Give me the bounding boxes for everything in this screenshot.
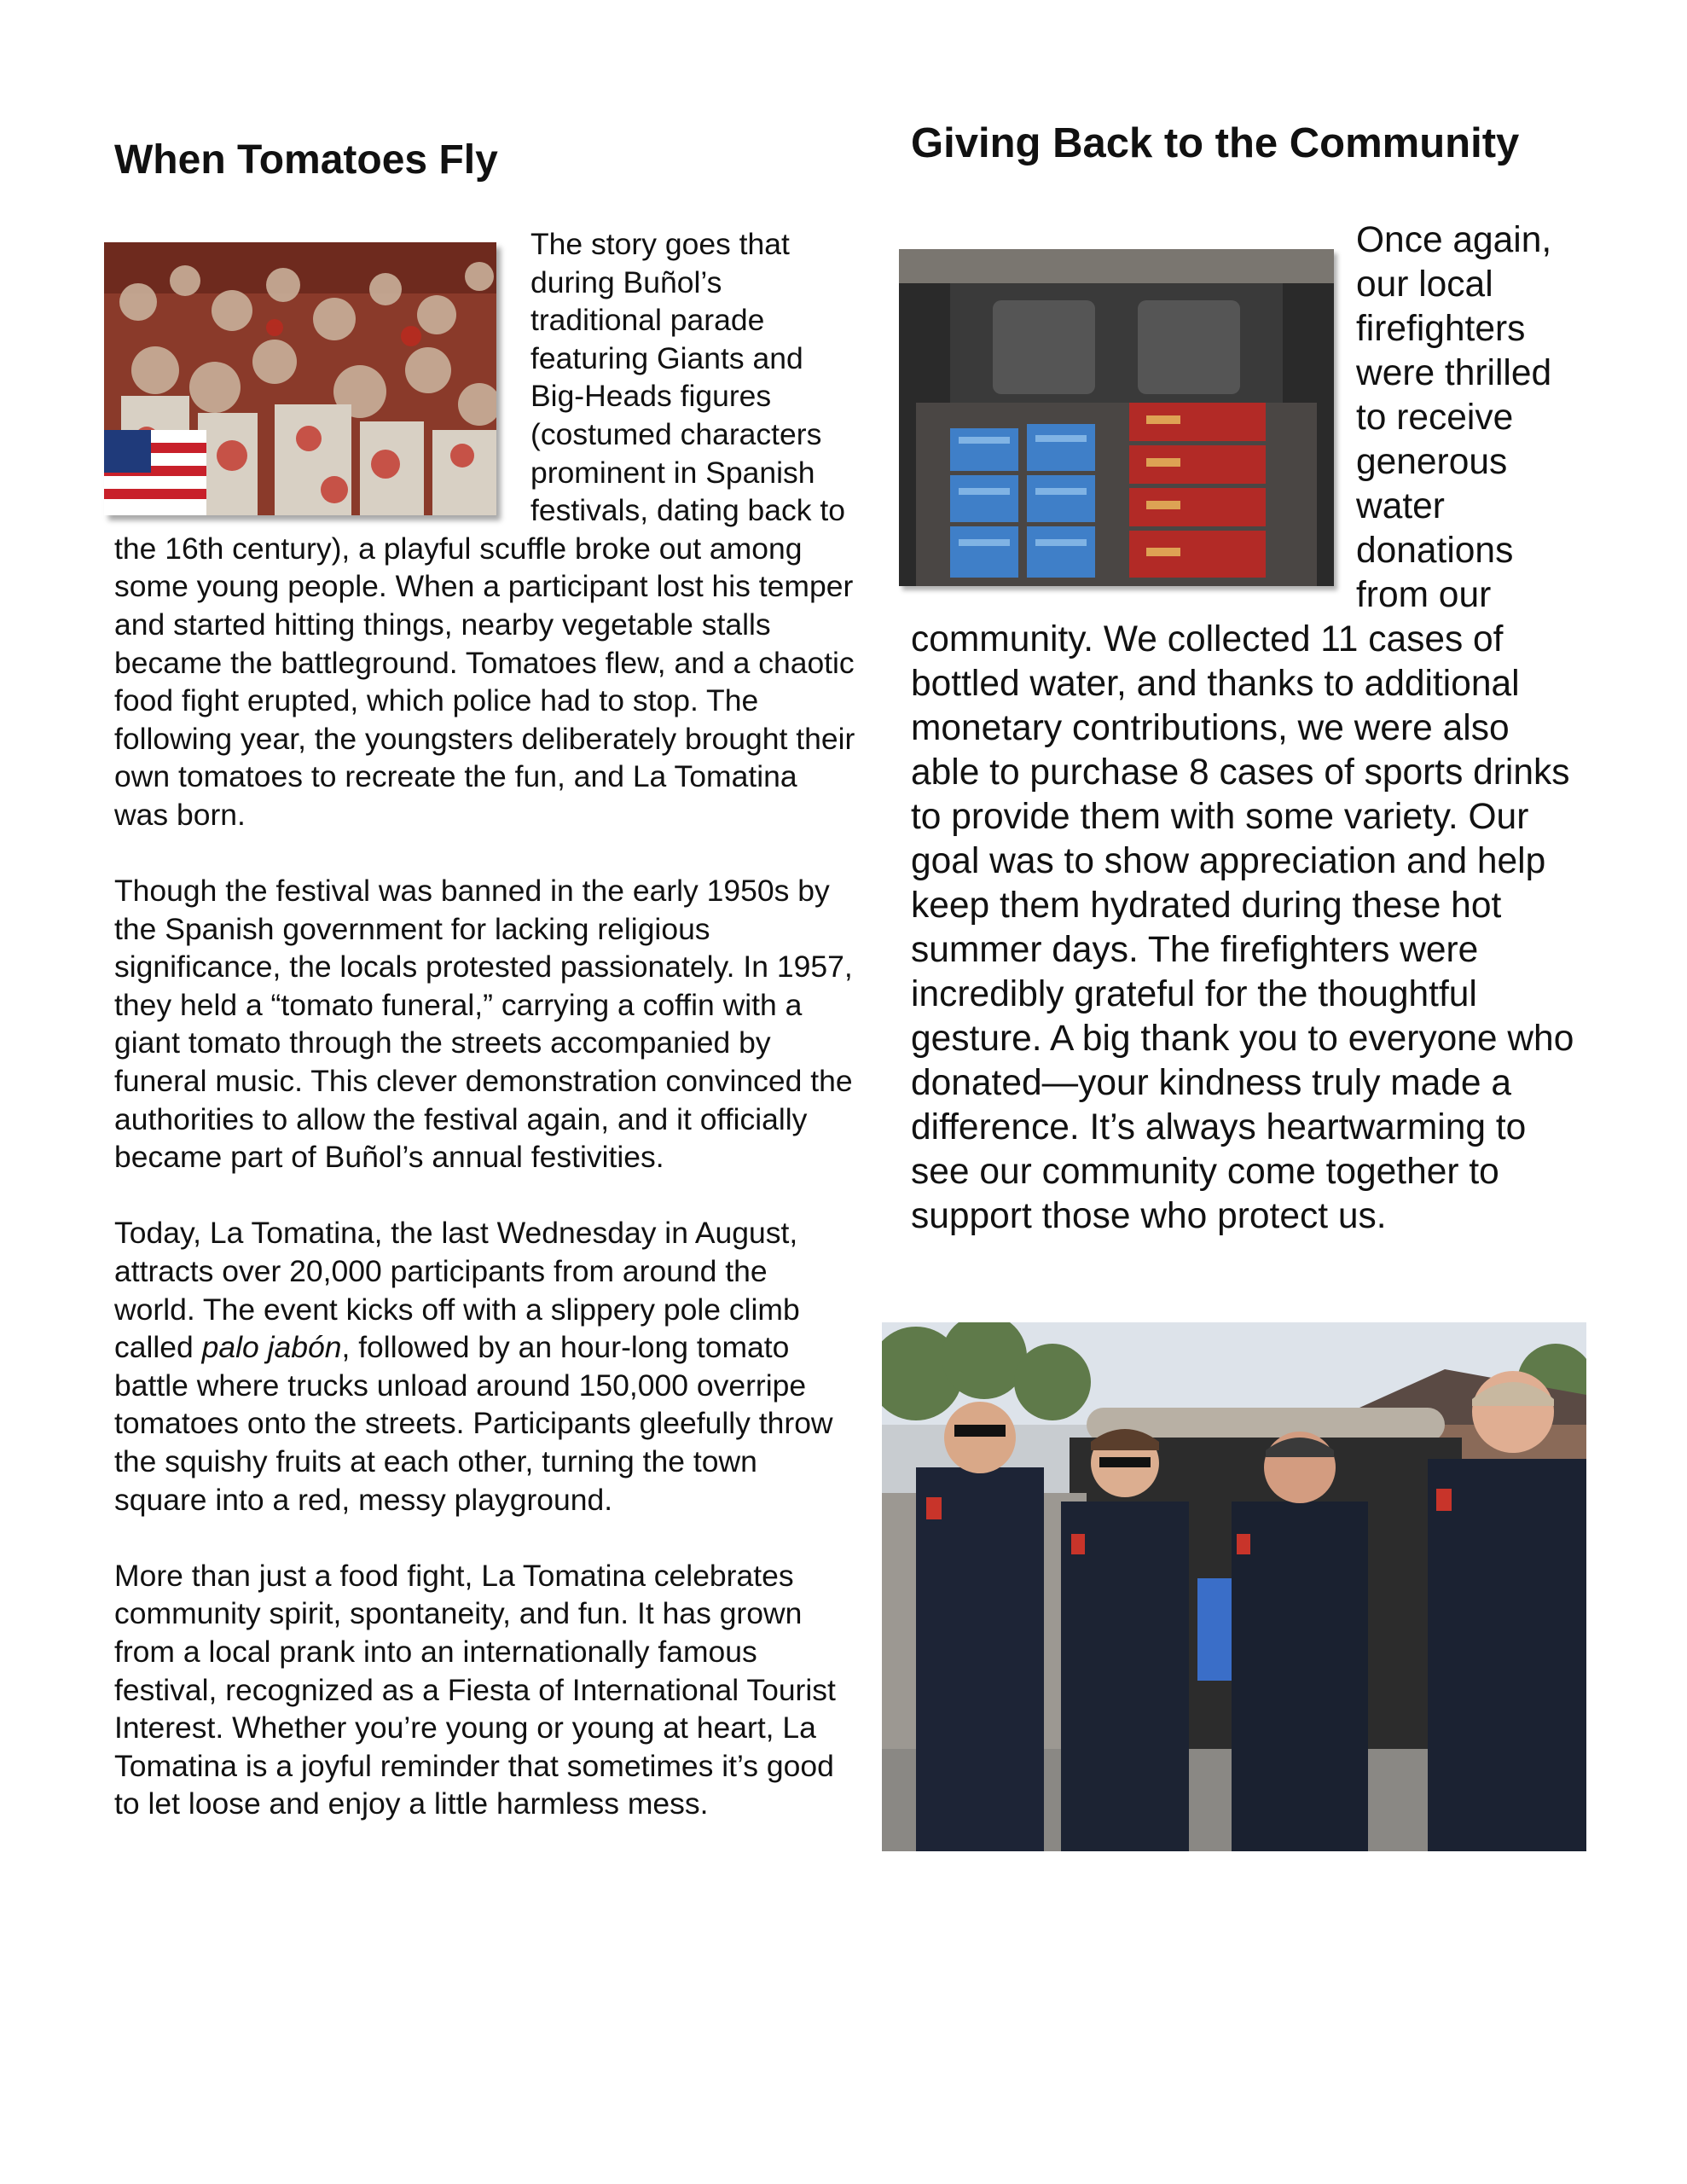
article-title-tomatina: When Tomatoes Fly (114, 137, 498, 183)
tomatina-crowd-photo (104, 242, 496, 515)
tomatina-paragraph-3-end: , followed by an hour-long tomato battle where trucks unload around 150,000 overripe tomatoes onto the streets. Participants gleefully throw the squishy fruits at each other, turning the town square into a red, messy playground. (114, 1330, 833, 1517)
community-paragraph: Once again, our local firefighters were thrilled to receive generous water donations from our community. We collected 11 cases of bottled water, and thanks to additional monetary contributions, we were also able to purchase 8 cases of sports drinks to provide them with some variety. Our goal was to show appreciation and help keep them hydrated during these hot summer days. The firefighters were incredibly grateful for the thoughtful gesture. A big thank you to everyone who donated—your kindness truly made a difference. It’s always heartwarming to see our community come together to support those who protect us. (911, 220, 1574, 1236)
tomatina-paragraph-4: More than just a food fight, La Tomatina celebrates community spirit, spontaneity, and fun. It has grown from a local prank into an internationally famous festival, recognized as a Fiesta of International Tourist Interest. Whether you’re young or young at heart, La Tomatina is a joyful reminder that sometimes it’s good to let loose and enjoy a little harmless mess. (114, 1558, 836, 1821)
article-title-community: Giving Back to the Community (911, 120, 1520, 166)
community-article-body (911, 218, 1576, 1239)
palo-jabon-term: palo jabón (201, 1330, 342, 1365)
tomatina-paragraph-2: Though the festival was banned in the early 1950s by the Spanish government for lacking religious significance, the locals protested passionately. In 1957, they held a “tomato funeral,” carrying a coffin with a giant tomato through the streets accompanied by funeral music. This clever demonstration convinced the authorities to allow the festival again, and it officially became part of Buñol’s annual festivities. (114, 874, 853, 1175)
tomatina-paragraph-3 (114, 1214, 856, 1519)
tomatina-article-body (114, 225, 856, 1823)
firefighters-group-photo (882, 1322, 1586, 1851)
tomatina-paragraph-3-start: Today, La Tomatina, the last Wednesday in August, attracts over 20,000 participants from around the world. The event kicks off with a slippery pole climb called (114, 1216, 800, 1365)
tomatina-paragraph-1: The story goes that during Buñol’s traditional parade featuring Giants and Big-Heads figures (costumed characters prominent in Spanish festivals, dating back to the 16th century), a playful scuffle broke out among some young people. When a participant lost his temper and started hitting things, nearby vegetable stalls became the battleground. Tomatoes flew, and a chaotic food fight erupted, which police had to stop. The following year, the youngsters deliberately brought their own tomatoes to recreate the fun, and La Tomatina was born. (114, 227, 855, 832)
van-donations-photo (899, 249, 1334, 586)
